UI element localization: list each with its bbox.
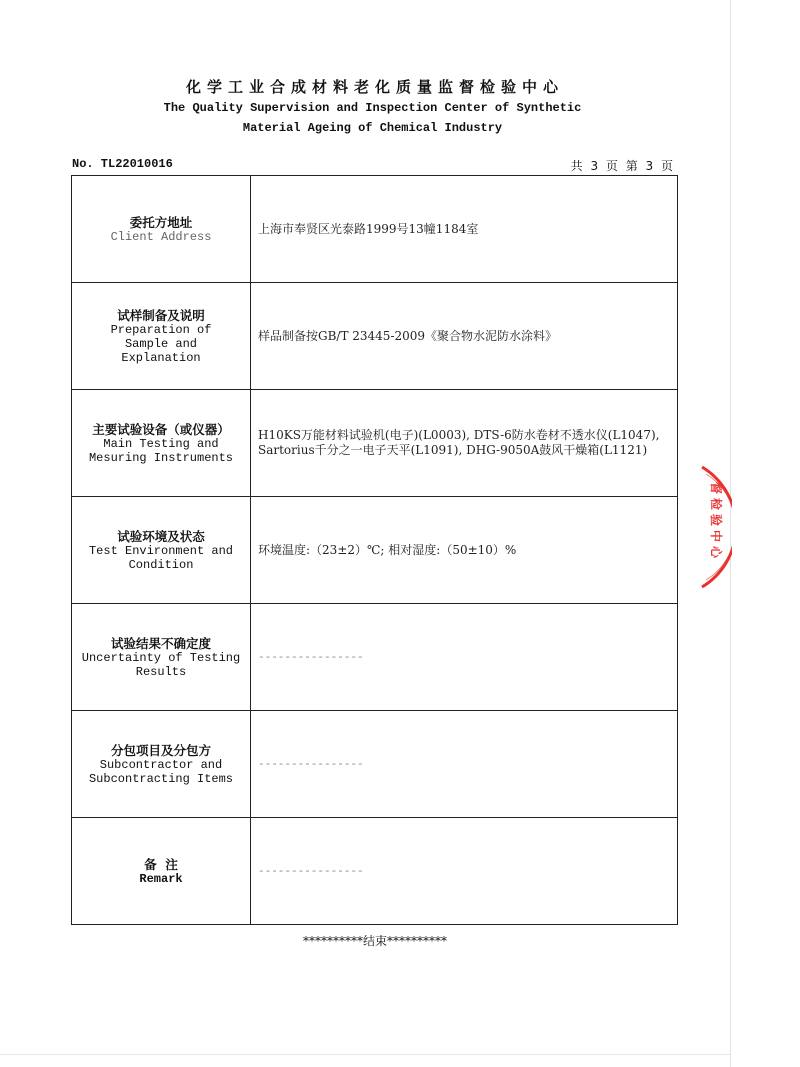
label-cell [72,818,251,925]
table-row-client-address [72,176,678,283]
seal-graphic [700,462,732,592]
label-cn: 主要试验设备（或仪器） [92,421,230,437]
remark-value: ---------------- [258,865,364,878]
value-cell [251,176,678,283]
label-en: Subcontractor and Subcontracting Items [88,757,234,786]
label-cell [72,497,251,604]
label-cell [72,711,251,818]
table-row-sample-preparation [72,283,678,390]
value-cell [251,818,678,925]
label-cell [72,283,251,390]
seal-char: 督 [709,481,723,495]
official-seal-stamp [700,462,732,592]
sample-preparation-value: 样品制备按GB/T 23445-2009《聚合物水泥防水涂料》 [258,328,558,343]
client-address-value: 上海市奉贤区光泰路1999号13幢1184室 [258,221,479,236]
report-info-table [71,175,678,925]
label-cn: 委托方地址 [129,214,193,230]
seal-char: 检 [709,497,723,511]
value-cell [251,497,678,604]
test-environment-value: 环境温度:（23±2）℃; 相对湿度:（50±10）% [258,542,517,557]
end-of-report-mark: **********结束********** [302,934,447,948]
value-cell [251,390,678,497]
seal-char: 中 [709,529,723,543]
table-row-instruments [72,390,678,497]
seal-char: 心 [709,545,723,559]
seal-char: 验 [709,513,723,527]
table-row-remark [72,818,678,925]
label-en: Test Environment and Condition [88,543,234,572]
label-en: Remark [139,871,183,886]
value-cell [251,604,678,711]
header-title-cn: 化学工业合成材料老化质量监督检验中心 [185,78,564,96]
instruments-value: H10KS万能材料试验机(电子)(L0003), DTS-6防水卷材不透水仪(L1047), Sartorius千分之一电子天平(L1091), DHG-9050A鼓风干燥箱(L1121) [258,428,660,457]
label-cn: 试验环境及状态 [117,528,205,544]
page-bottom-line [0,1054,730,1055]
report-number: No. TL22010016 [72,157,173,171]
value-cell [251,283,678,390]
table-row-test-environment [72,497,678,604]
label-cell [72,390,251,497]
label-cn: 分包项目及分包方 [110,742,211,758]
label-en: Uncertainty of Testing Results [81,650,241,679]
table-row-uncertainty [72,604,678,711]
label-cell [72,176,251,283]
label-cn: 试样制备及说明 [117,307,205,323]
header-title-en-line2: Material Ageing of Chemical Industry [242,121,503,135]
value-cell [251,711,678,818]
uncertainty-value: ---------------- [258,651,364,664]
label-cn: 备 注 [144,856,178,872]
label-cell [72,604,251,711]
header-title-en-line1: The Quality Supervision and Inspection Center of Synthetic [163,101,582,115]
label-en: Main Testing and Mesuring Instruments [88,436,234,465]
label-cn: 试验结果不确定度 [110,635,211,651]
subcontracting-value: ---------------- [258,758,364,771]
label-en: Preparation of Sample and Explanation [110,322,212,365]
page-count: 共 3 页 第 3 页 [570,159,675,173]
table-row-subcontracting [72,711,678,818]
label-en: Client Address [110,229,212,244]
